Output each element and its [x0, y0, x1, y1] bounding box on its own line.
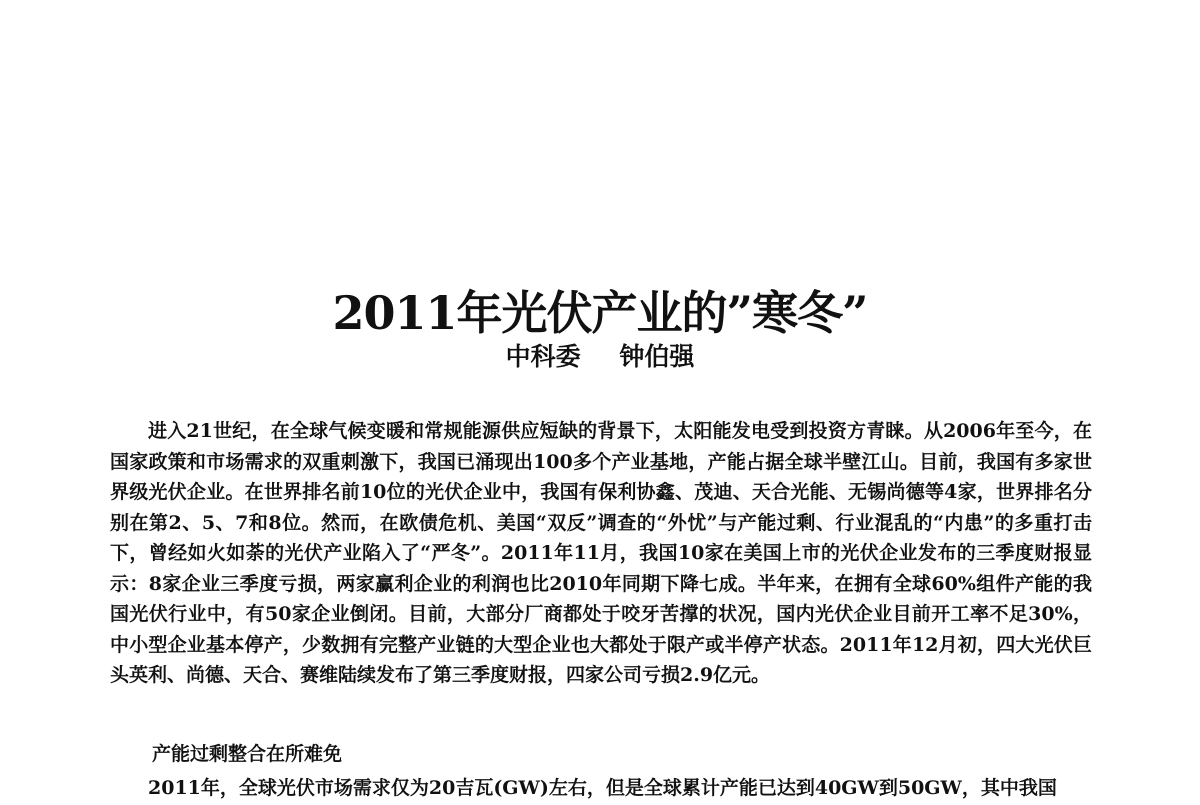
- section-heading: 产能过剩整合在所难免: [152, 743, 343, 765]
- article-authors: [0, 340, 1200, 374]
- body-paragraph: 2011年，全球光伏市场需求仅为20吉瓦(GW)左右，但是全球累计产能已达到40GW到50GW，其中我国: [148, 777, 1057, 799]
- section-body: [110, 773, 1092, 805]
- article-title: 2011年光伏产业的”寒冬”: [332, 285, 868, 340]
- body-paragraph: 进入21世纪，在全球气候变暖和常规能源供应短缺的背景下，太阳能发电受到投资方青睐。从2006年至今，在国家政策和市场需求的双重刺激下，我国已涌现出100多个产业基地，产能占据全球半壁江山。目前，我国有多家世界级光伏企业。在世界排名前10位的光伏企业中，我国有保利协鑫、茂迪、天合光能、无锡尚德等4家，世界排名分别在第2、5、7和8位。然而，在欧债危机、美国“双反”调查的“外忧”与产能过剩、行业混乱的“内患”的多重打击下，曾经如火如荼的光伏产业陷入了“严冬”。2011年11月，我国10家在美国上市的光伏企业发布的三季度财报显示：8家企业三季度亏损，两家赢利企业的利润也比2010年同期下降七成。半年来，在拥有全球60%组件产能的我国光伏行业中，有50家企业倒闭。目前，大部分厂商都处于咬牙苦撑的状况，国内光伏企业目前开工率不足30%，中小型企业基本停产，少数拥有完整产业链的大型企业也大都处于限产或半停产状态。2011年12月初，四大光伏巨头英利、尚德、天合、赛维陆续发布了第三季度财报，四家公司亏损2.9亿元。: [110, 420, 1092, 686]
- author-name: 钟伯强: [619, 342, 695, 371]
- article-body: [110, 416, 1092, 716]
- author-name: 中科委: [505, 342, 581, 371]
